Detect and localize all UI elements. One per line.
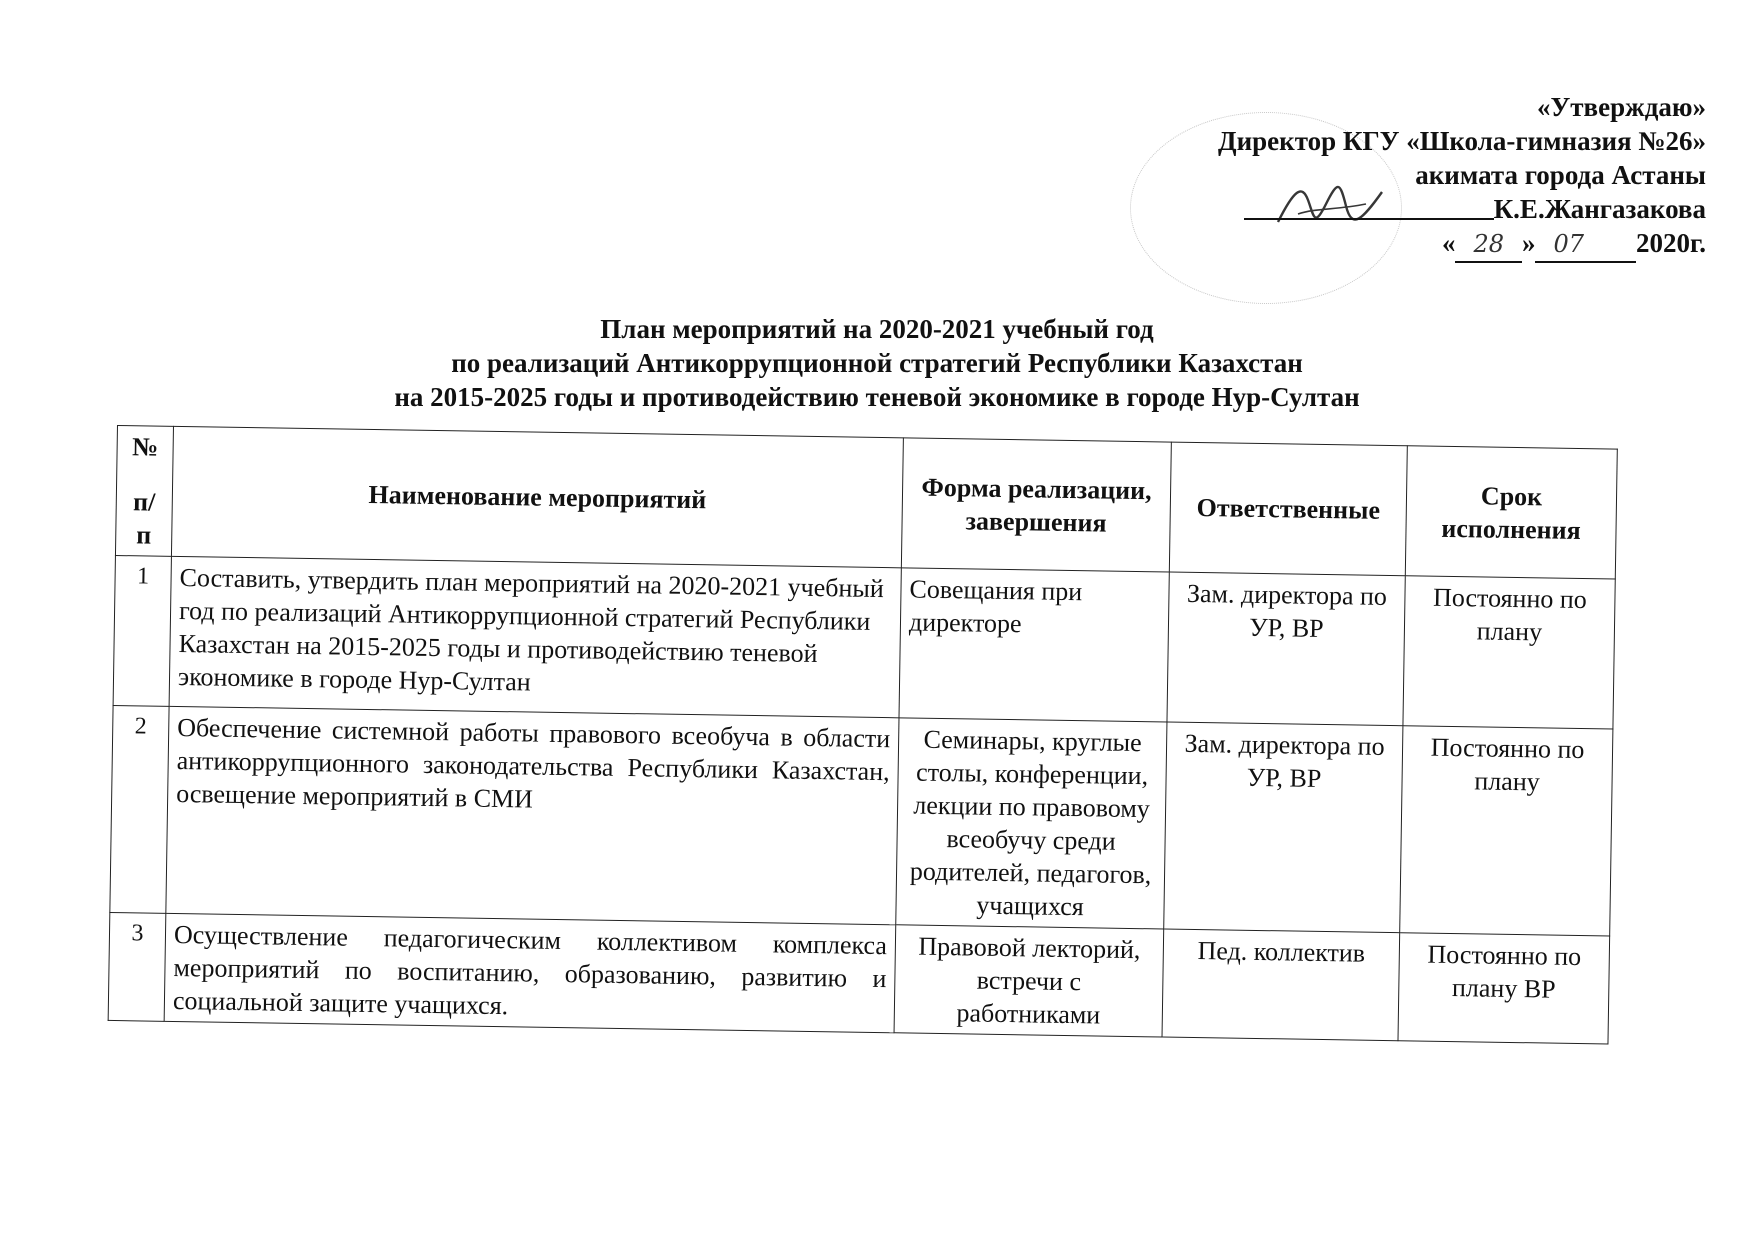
director-name: К.Е.Жангазакова [1493,194,1706,224]
header-responsible: Ответственные [1169,442,1407,576]
title-line-2: по реализаций Антикоррупционной стратегий Республики Казахстан [451,348,1303,378]
row-num: 3 [108,912,166,1021]
title-line-1: План мероприятий на 2020-2021 учебный год [600,314,1154,344]
plan-table [108,425,1618,1045]
row-responsible: Зам. директора по УР, ВР [1164,722,1403,933]
row-term: Постоянно по плану ВР [1398,933,1610,1044]
row-responsible: Пед. коллектив [1162,929,1400,1041]
header-name: Наименование мероприятий [171,426,903,567]
row-form: Совещания при директоре [899,568,1169,722]
table-row [110,705,1613,936]
approval-akimat: акимата города Астаны [1415,160,1706,190]
signature-underline [1244,192,1494,220]
row-form: Семинары, круглые столы, конференции, лекции по правовому всеобучу среди родителей, педагогов, учащихся [896,718,1167,929]
header-num: № п/ п [115,426,173,557]
document-title [0,312,1754,414]
approval-heading: «Утверждаю» [1536,92,1706,122]
row-form: Правовой лекторий, встречи с работниками [894,925,1164,1037]
date-month: 07 [1535,227,1636,263]
table-row [113,555,1615,729]
row-responsible: Зам. директора по УР, ВР [1167,572,1405,726]
approval-date: « 28 » 07 2020г. [1146,226,1706,263]
date-day: 28 [1455,227,1522,263]
approval-director-title: Директор КГУ «Школа-гимназия №26» [1218,126,1706,156]
row-num: 1 [113,555,171,706]
date-year: 2020г. [1636,228,1706,258]
header-term: Срок исполнения [1405,446,1617,579]
row-name: Составить, утвердить план мероприятий на 2020-2021 учебный год по реализаций Антикоррупционной стратегий Республики Казахстан на 2015-2025 годы и противодействию теневой экономике в городе Нур-Султан [169,556,901,717]
row-name: Осуществление педагогическим коллективом комплекса мероприятий по воспитанию, образованию, развитию и социальной защите учащихся. [164,913,896,1032]
row-num: 2 [110,705,169,913]
header-form: Форма реализации, завершения [901,438,1171,572]
table-header-row [115,426,1617,580]
row-term: Постоянно по плану [1403,576,1615,729]
approval-block [1146,90,1706,263]
row-term: Постоянно по плану [1400,726,1613,936]
table-row [108,912,1610,1044]
title-line-3: на 2015-2025 годы и противодействию теневой экономике в городе Нур-Султан [394,382,1360,412]
row-name: Обеспечение системной работы правового всеобуча в области антикоррупционного законодательства Республики Казахстан, освещение мероприятий в СМИ [166,706,899,924]
approval-signature-line [1146,192,1706,226]
